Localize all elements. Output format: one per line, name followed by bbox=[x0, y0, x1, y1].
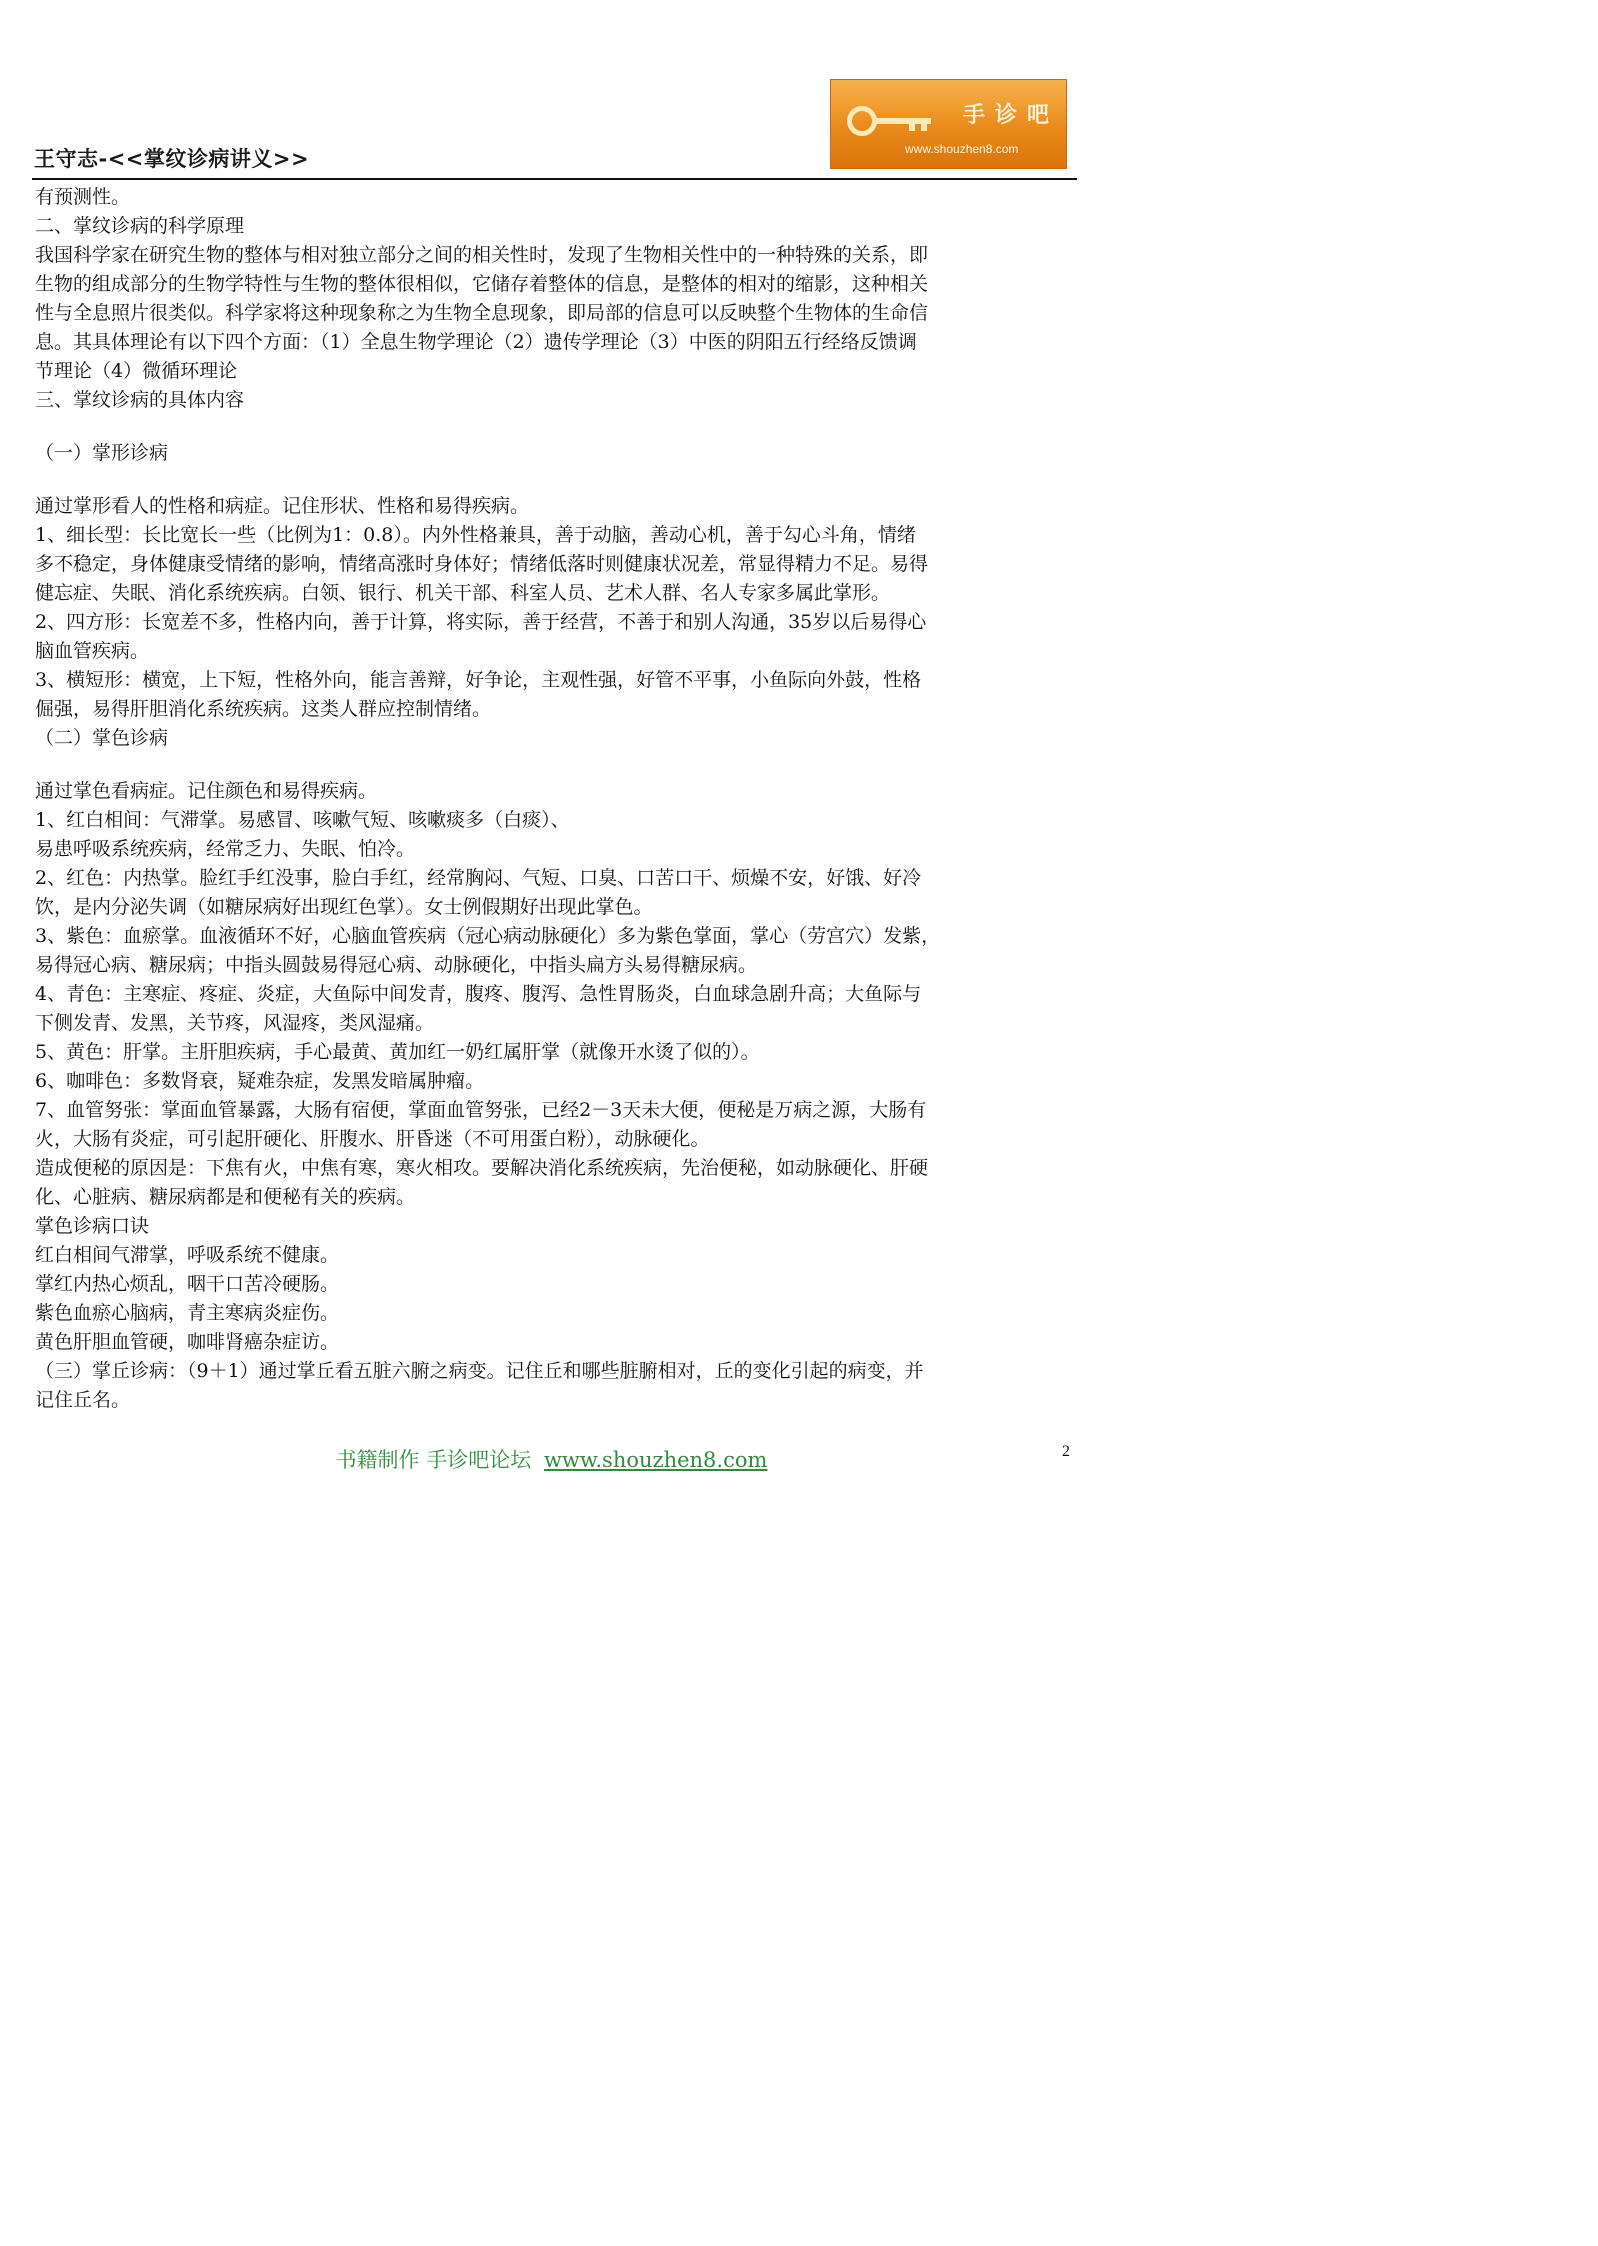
subsection-heading: （一）掌形诊病 bbox=[35, 442, 169, 464]
text-line: 记住丘名。 bbox=[35, 1389, 131, 1411]
document-page bbox=[0, 0, 1103, 1563]
text-line: 有预测性。 bbox=[35, 186, 131, 208]
text-line: 脑血管疾病。 bbox=[35, 640, 150, 662]
blank-line bbox=[35, 468, 1075, 492]
verse-line: 黄色肝胆血管硬，咖啡肾癌杂症访。 bbox=[35, 1331, 340, 1353]
text-line: 5、黄色：肝掌。主肝胆疾病，手心最黄、黄加红一奶红属肝掌（就像开水烫了似的）。 bbox=[35, 1041, 760, 1063]
text-line: 生物的组成部分的生物学特性与生物的整体很相似，它储存着整体的信息，是整体的相对的缩影，这种相关 bbox=[35, 273, 929, 295]
text-line: 3、横短形：横宽，上下短，性格外向，能言善辩，好争论，主观性强，好管不平事，小鱼际向外鼓，性格 bbox=[35, 669, 922, 691]
text-line: 倔强，易得肝胆消化系统疾病。这类人群应控制情绪。 bbox=[35, 698, 492, 720]
text-line: 健忘症、失眠、消化系统疾病。白领、银行、机关干部、科室人员、艺术人群、名人专家多属此掌形。 bbox=[35, 582, 891, 604]
header-divider bbox=[32, 178, 1077, 180]
text-line: 2、红色：内热掌。脸红手红没事，脸白手红，经常胸闷、气短、口臭、口苦口干、烦燥不安，好饿、好冷 bbox=[35, 867, 922, 889]
key-icon bbox=[847, 106, 877, 136]
verse-line: 紫色血瘀心脑病，青主寒病炎症伤。 bbox=[35, 1302, 340, 1324]
text-line: 6、咖啡色：多数肾衰，疑难杂症，发黑发暗属肿瘤。 bbox=[35, 1070, 485, 1092]
text-line: 下侧发青、发黑，关节疼，风湿疼，类风湿痛。 bbox=[35, 1012, 435, 1034]
logo-brand: 手诊吧 bbox=[963, 103, 1060, 128]
footer-text: 书籍制作 手诊吧论坛 bbox=[335, 1448, 532, 1472]
blank-line bbox=[35, 415, 1075, 439]
text-line: 2、四方形：长宽差不多，性格内向，善于计算，将实际，善于经营，不善于和别人沟通，35岁以后易得心 bbox=[35, 611, 927, 633]
subsection-heading: （二）掌色诊病 bbox=[35, 727, 169, 749]
text-line: 4、青色：主寒症、疼症、炎症，大鱼际中间发青，腹疼、腹泻、急性胃肠炎，白血球急剧升高；大鱼际与 bbox=[35, 983, 922, 1005]
text-line: 1、红白相间：气滞掌。易感冒、咳嗽气短、咳嗽痰多（白痰）、 bbox=[35, 809, 570, 831]
section-heading: 二、掌纹诊病的科学原理 bbox=[35, 215, 245, 237]
key-tooth bbox=[921, 123, 927, 131]
text-line: 火，大肠有炎症，可引起肝硬化、肝腹水、肝昏迷（不可用蛋白粉），动脉硬化。 bbox=[35, 1128, 710, 1150]
verse-line: 掌红内热心烦乱，咽干口苦冷硬肠。 bbox=[35, 1273, 340, 1295]
document-title: 王守志-<<掌纹诊病讲义>> bbox=[34, 147, 310, 171]
section-heading: 三、掌纹诊病的具体内容 bbox=[35, 389, 245, 411]
text-line: 多不稳定，身体健康受情绪的影响，情绪高涨时身体好；情绪低落时则健康状况差，常显得精力不足。易得 bbox=[35, 553, 929, 575]
document-body bbox=[35, 183, 1075, 1415]
text-line: 通过掌形看人的性格和病症。记住形状、性格和易得疾病。 bbox=[35, 495, 530, 517]
key-tooth bbox=[909, 123, 915, 131]
text-line: 我国科学家在研究生物的整体与相对独立部分之间的相关性时，发现了生物相关性中的一种特殊的关系，即 bbox=[35, 244, 929, 266]
text-line: 7、血管努张：掌面血管暴露，大肠有宿便，掌面血管努张，已经2－3天未大便，便秘是万病之源，大肠有 bbox=[35, 1099, 927, 1121]
text-line: 性与全息照片很类似。科学家将这种现象称之为生物全息现象，即局部的信息可以反映整个生物体的生命信 bbox=[35, 302, 929, 324]
text-line: 易得冠心病、糖尿病；中指头圆鼓易得冠心病、动脉硬化，中指头扁方头易得糖尿病。 bbox=[35, 954, 758, 976]
page-footer bbox=[0, 1444, 1103, 1474]
verse-line: 红白相间气滞掌，呼吸系统不健康。 bbox=[35, 1244, 340, 1266]
text-line: 节理论（4）微循环理论 bbox=[35, 360, 238, 382]
page-number: 2 bbox=[1062, 1443, 1070, 1460]
text-line: 饮，是内分泌失调（如糖尿病好出现红色掌）。女士例假期好出现此掌色。 bbox=[35, 896, 653, 918]
text-line: 造成便秘的原因是：下焦有火，中焦有寒，寒火相攻。要解决消化系统疾病，先治便秘，如动脉硬化、肝硬 bbox=[35, 1157, 929, 1179]
text-line: 化、心脏病、糖尿病都是和便秘有关的疾病。 bbox=[35, 1186, 416, 1208]
text-line: 3、紫色：血瘀掌。血液循环不好，心脑血管疾病（冠心病动脉硬化）多为紫色掌面，掌心（劳宫穴）发紫， bbox=[35, 925, 941, 947]
logo-url: www.shouzhen8.com bbox=[905, 142, 1019, 156]
blank-line bbox=[35, 753, 1075, 777]
text-line: 通过掌色看病症。记住颜色和易得疾病。 bbox=[35, 780, 378, 802]
text-line: 息。其具体理论有以下四个方面：（1）全息生物学理论（2）遗传学理论（3）中医的阴阳五行经络反馈调 bbox=[35, 331, 917, 353]
footer-link[interactable]: www.shouzhen8.com bbox=[543, 1448, 768, 1472]
subsection-heading: 掌色诊病口诀 bbox=[35, 1215, 150, 1237]
site-logo[interactable] bbox=[830, 79, 1067, 169]
text-line: 1、细长型：长比宽长一些（比例为1：0.8）。内外性格兼具，善于动脑，善动心机，善于勾心斗角，情绪 bbox=[35, 524, 916, 546]
text-line: 易患呼吸系统疾病，经常乏力、失眠、怕冷。 bbox=[35, 838, 416, 860]
text-line: （三）掌丘诊病：（9＋1）通过掌丘看五脏六腑之病变。记住丘和哪些脏腑相对，丘的变化引起的病变，并 bbox=[35, 1360, 924, 1382]
